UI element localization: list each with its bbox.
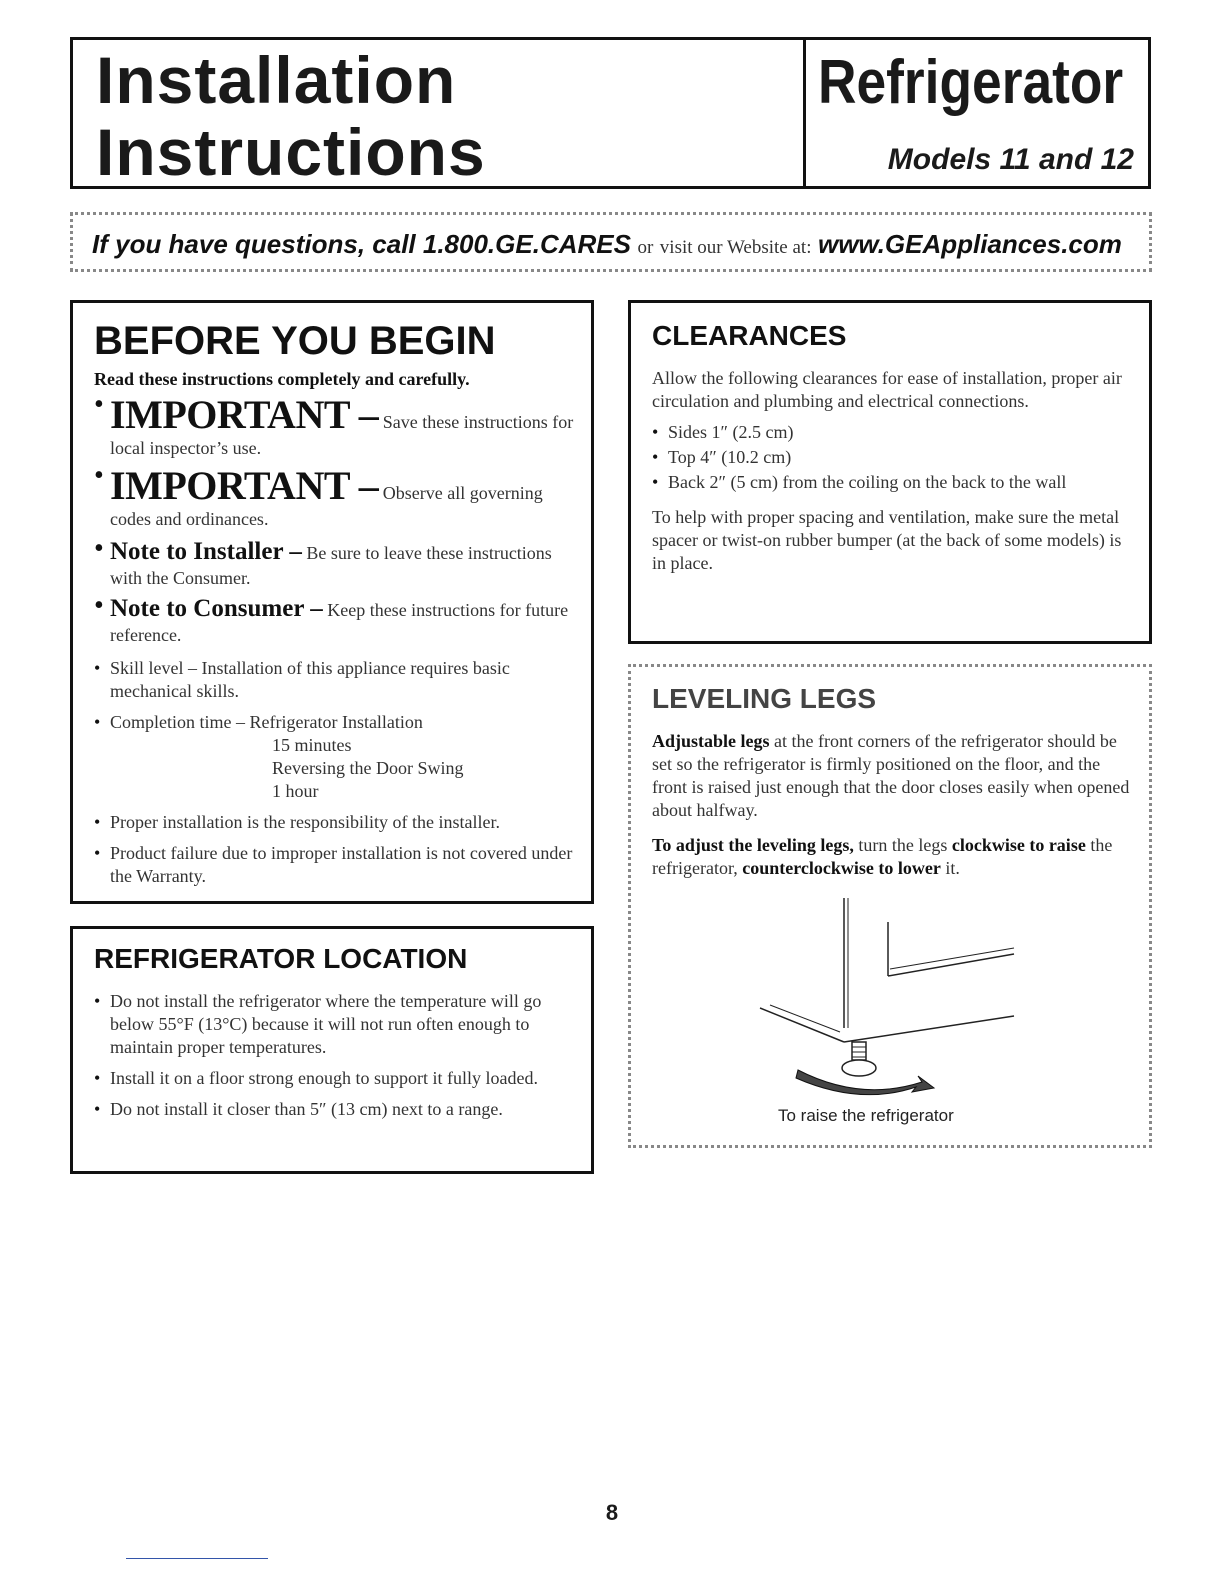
- clearances-intro: Allow the following clearances for ease of installation, proper air circulation and plumbing and electrical connections.: [652, 368, 1122, 411]
- before-list: [94, 657, 574, 888]
- adjust-text-1: turn the legs: [858, 835, 948, 855]
- leveling-legs-content: [652, 682, 1130, 880]
- clearances-note: To help with proper spacing and ventilation, make sure the metal spacer or twist-on rubber bumper (at the back of some models) is in place.: [652, 507, 1122, 573]
- important-1: [94, 393, 574, 460]
- refrigerator-location-heading: REFRIGERATOR LOCATION: [94, 943, 468, 974]
- product-name: Refrigerator: [818, 48, 1124, 117]
- before-intro: Read these instructions completely and carefully.: [94, 369, 470, 389]
- location-item-3: • Do not install it closer than 5″ (13 cm) next to a range.: [94, 1098, 570, 1121]
- important-2-text: Observe all governing codes and ordinances.: [110, 483, 543, 529]
- leveling-leg-illustration: [740, 892, 1040, 1124]
- note-consumer-label: Note to Consumer –: [110, 595, 323, 622]
- clearances-list: [652, 421, 1130, 494]
- product-failure-item: • Product failure due to improper installation is not covered under the Warranty.: [94, 842, 574, 888]
- completion-reverse-label: Reversing the Door Swing: [272, 758, 464, 778]
- website-link[interactable]: www.GEAppliances.com: [817, 229, 1122, 259]
- questions-text: If you have questions, call 1.800.GE.CARES: [92, 229, 631, 259]
- location-item-1: • Do not install the refrigerator where the temperature will go below 55°F (13°C) because it will not run often enough to maintain proper temperatures.: [94, 990, 570, 1059]
- important-1-text: Save these instructions for local inspector’s use.: [110, 412, 574, 458]
- adjust-text-2: the refrigerator,: [652, 835, 1113, 878]
- cabinet-side-edge: [770, 1005, 840, 1032]
- note-installer-label: Note to Installer –: [110, 538, 302, 565]
- leveling-foot: [842, 1060, 876, 1076]
- important-2-label: IMPORTANT –: [110, 463, 379, 508]
- visit-text: visit our Website at:: [659, 237, 812, 258]
- note-consumer-text: Keep these instructions for future reference.: [110, 600, 569, 645]
- note-installer: [94, 537, 574, 590]
- door-bottom-line-2: [890, 948, 1014, 969]
- illustration-caption: To raise the refrigerator: [778, 1106, 954, 1125]
- refrigerator-location-content: [94, 942, 570, 1121]
- completion-time-item: [94, 711, 574, 803]
- adjust-bold: To adjust the leveling legs,: [652, 835, 854, 855]
- models-label: Models 11 and 12: [887, 143, 1134, 176]
- title-line2: Instructions: [96, 115, 486, 189]
- adjust-text-3: it.: [945, 858, 960, 878]
- completion-install-time: 15 minutes: [272, 735, 352, 755]
- completion-reverse-time: 1 hour: [272, 781, 319, 801]
- footer-rule: [126, 1558, 268, 1559]
- adjustable-legs-bold: Adjustable legs: [652, 731, 770, 751]
- cabinet-side-bottom: [760, 1008, 844, 1042]
- title-line1: Installation: [96, 43, 457, 117]
- cabinet-front-bottom: [844, 1016, 1014, 1042]
- important-2: [94, 464, 574, 531]
- important-1-label: IMPORTANT –: [110, 392, 379, 437]
- leveling-legs-heading: LEVELING LEGS: [652, 683, 877, 714]
- leveling-p1: [652, 730, 1130, 822]
- note-consumer: [94, 594, 574, 647]
- skill-level-item: • Skill level – Installation of this appliance requires basic mechanical skills.: [94, 657, 574, 703]
- clearance-back: • Back 2″ (5 cm) from the coiling on the back to the wall: [652, 471, 1130, 494]
- counterclockwise-lower-bold: counterclockwise to lower: [742, 858, 941, 878]
- leveling-p2: [652, 834, 1130, 880]
- contact-line: [92, 224, 1122, 268]
- leveling-p1-rest: at the front corners of the refrigerator should be set so the refrigerator is firmly positioned on the floor, and the front is raised just enough that the door closes easily when opened about halfway.: [652, 731, 1130, 820]
- note-installer-text: Be sure to leave these instructions with the Consumer.: [110, 543, 552, 588]
- door-bottom-line: [888, 954, 1014, 976]
- proper-install-item: • Proper installation is the responsibility of the installer.: [94, 811, 574, 834]
- clearances-heading: CLEARANCES: [652, 320, 847, 351]
- before-you-begin-content: [94, 318, 574, 888]
- clearance-top: • Top 4″ (10.2 cm): [652, 446, 1130, 469]
- completion-label: Completion time – Refrigerator Installation: [110, 712, 423, 732]
- clearances-content: [652, 319, 1130, 575]
- clockwise-raise-bold: clockwise to raise: [951, 835, 1086, 855]
- clearance-sides: • Sides 1″ (2.5 cm): [652, 421, 1130, 444]
- location-list: [94, 990, 570, 1121]
- before-you-begin-heading: BEFORE YOU BEGIN: [94, 319, 496, 363]
- or-text: or: [637, 237, 654, 258]
- location-item-2: • Install it on a floor strong enough to support it fully loaded.: [94, 1067, 570, 1090]
- page-number: 8: [605, 1500, 619, 1525]
